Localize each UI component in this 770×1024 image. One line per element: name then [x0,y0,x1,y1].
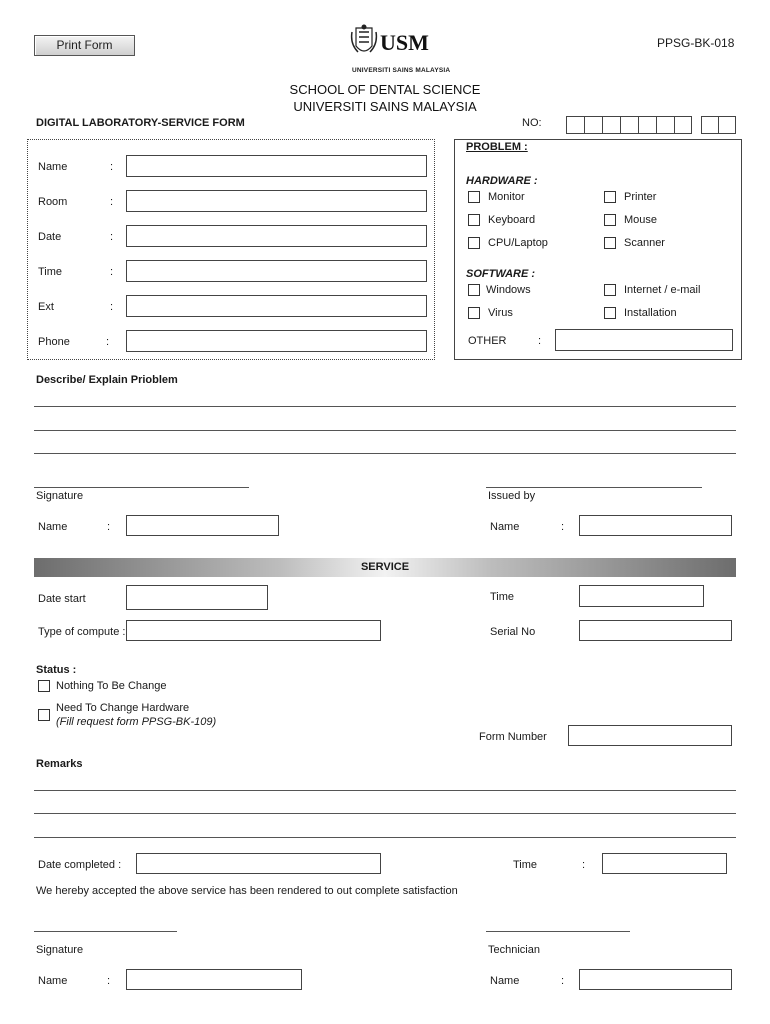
final-signature-line[interactable] [34,931,177,932]
issued-by-label: Issued by [488,490,536,502]
hardware-heading: HARDWARE : [466,175,538,187]
no-cell[interactable] [674,116,692,134]
signature-label: Signature [36,490,84,502]
colon: : [110,231,114,243]
time-label: Time [38,266,63,278]
keyboard-checkbox[interactable] [468,214,480,226]
signer-name-label: Name [38,521,68,533]
keyboard-label: Keyboard [488,214,536,226]
need-to-change-label: Need To Change Hardware [56,702,190,714]
service-heading-bar: SERVICE [34,558,736,577]
form-number-label: Form Number [479,731,547,743]
monitor-checkbox[interactable] [468,191,480,203]
remarks-line[interactable] [34,837,736,838]
problem-heading: PROBLEM : [466,141,528,153]
colon: : [107,521,111,533]
school-title: SCHOOL OF DENTAL SCIENCE [289,82,481,97]
technician-name-label: Name [490,975,520,987]
cpu-laptop-checkbox[interactable] [468,237,480,249]
technician-line[interactable] [486,931,630,932]
acceptance-text: We hereby accepted the above service has been rendered to out complete satisfaction [36,885,458,897]
describe-line[interactable] [34,430,736,431]
mouse-label: Mouse [624,214,658,226]
other-input[interactable] [555,329,733,351]
final-name-input[interactable] [126,969,302,990]
windows-label: Windows [486,284,531,296]
date-start-label: Date start [38,593,86,605]
virus-label: Virus [488,307,513,319]
completed-time-input[interactable] [602,853,727,874]
no-cell[interactable] [656,116,675,134]
cpu-laptop-label: CPU/Laptop [488,237,548,249]
phone-input[interactable] [126,330,427,352]
software-heading: SOFTWARE : [466,268,536,280]
need-to-change-checkbox[interactable] [38,709,50,721]
time-input[interactable] [126,260,427,282]
room-label: Room [38,196,68,208]
nothing-to-change-label: Nothing To Be Change [56,680,167,692]
name-input[interactable] [126,155,427,177]
describe-line[interactable] [34,453,736,454]
type-of-compute-label: Type of compute : [38,626,126,638]
technician-label: Technician [488,944,540,956]
ext-input[interactable] [126,295,427,317]
requester-signature-line[interactable] [34,487,249,488]
colon: : [110,196,114,208]
final-name-label: Name [38,975,68,987]
date-start-input[interactable] [126,585,268,610]
no-label: NO: [522,117,542,129]
no-cell[interactable] [584,116,603,134]
final-signature-label: Signature [36,944,84,956]
no-cell[interactable] [620,116,639,134]
no-cell[interactable] [638,116,657,134]
date-input[interactable] [126,225,427,247]
colon: : [106,336,110,348]
document-code: PPSG-BK-018 [657,36,735,50]
form-number-input[interactable] [568,725,732,746]
issuer-name-input[interactable] [579,515,732,536]
colon: : [110,266,114,278]
other-label: OTHER [468,335,507,347]
date-completed-input[interactable] [136,853,381,874]
windows-checkbox[interactable] [468,284,480,296]
date-label: Date [38,231,62,243]
colon: : [110,301,114,313]
form-name: DIGITAL LABORATORY-SERVICE FORM [36,117,245,129]
internet-checkbox[interactable] [604,284,616,296]
problem-panel [454,139,742,360]
colon: : [110,161,114,173]
signer-name-input[interactable] [126,515,279,536]
installation-checkbox[interactable] [604,307,616,319]
phone-label: Phone [38,336,70,348]
completed-time-label: Time [513,859,538,871]
installation-label: Installation [624,307,677,319]
remarks-line[interactable] [34,813,736,814]
colon: : [107,975,111,987]
service-time-input[interactable] [579,585,704,607]
printer-label: Printer [624,191,657,203]
technician-name-input[interactable] [579,969,732,990]
serial-no-input[interactable] [579,620,732,641]
internet-label: Internet / e-mail [624,284,701,296]
logo-caption: UNIVERSITI SAINS MALAYSIA [352,67,451,74]
type-of-compute-input[interactable] [126,620,381,641]
no-cell[interactable] [701,116,719,134]
colon: : [582,859,586,871]
status-heading: Status : [36,664,77,676]
colon: : [561,521,565,533]
no-cell[interactable] [566,116,585,134]
mouse-checkbox[interactable] [604,214,616,226]
scanner-label: Scanner [624,237,665,249]
describe-line[interactable] [34,406,736,407]
print-form-button[interactable]: Print Form [34,35,135,56]
nothing-to-change-checkbox[interactable] [38,680,50,692]
fill-request-note: (Fill request form PPSG-BK-109) [56,716,217,728]
issued-by-line[interactable] [486,487,702,488]
date-completed-label: Date completed : [38,859,122,871]
colon: : [561,975,565,987]
colon: : [538,335,542,347]
remarks-heading: Remarks [36,758,83,770]
serial-no-label: Serial No [490,626,536,638]
svg-text:USM: USM [380,30,429,55]
describe-heading: Describe/ Explain Prioblem [36,374,178,386]
remarks-line[interactable] [34,790,736,791]
name-label: Name [38,161,68,173]
issuer-name-label: Name [490,521,520,533]
service-time-label: Time [490,591,515,603]
virus-checkbox[interactable] [468,307,480,319]
monitor-label: Monitor [488,191,525,203]
no-cell[interactable] [718,116,736,134]
no-cell[interactable] [602,116,621,134]
university-title: UNIVERSITI SAINS MALAYSIA [293,99,477,114]
ext-label: Ext [38,301,54,313]
printer-checkbox[interactable] [604,191,616,203]
scanner-checkbox[interactable] [604,237,616,249]
room-input[interactable] [126,190,427,212]
